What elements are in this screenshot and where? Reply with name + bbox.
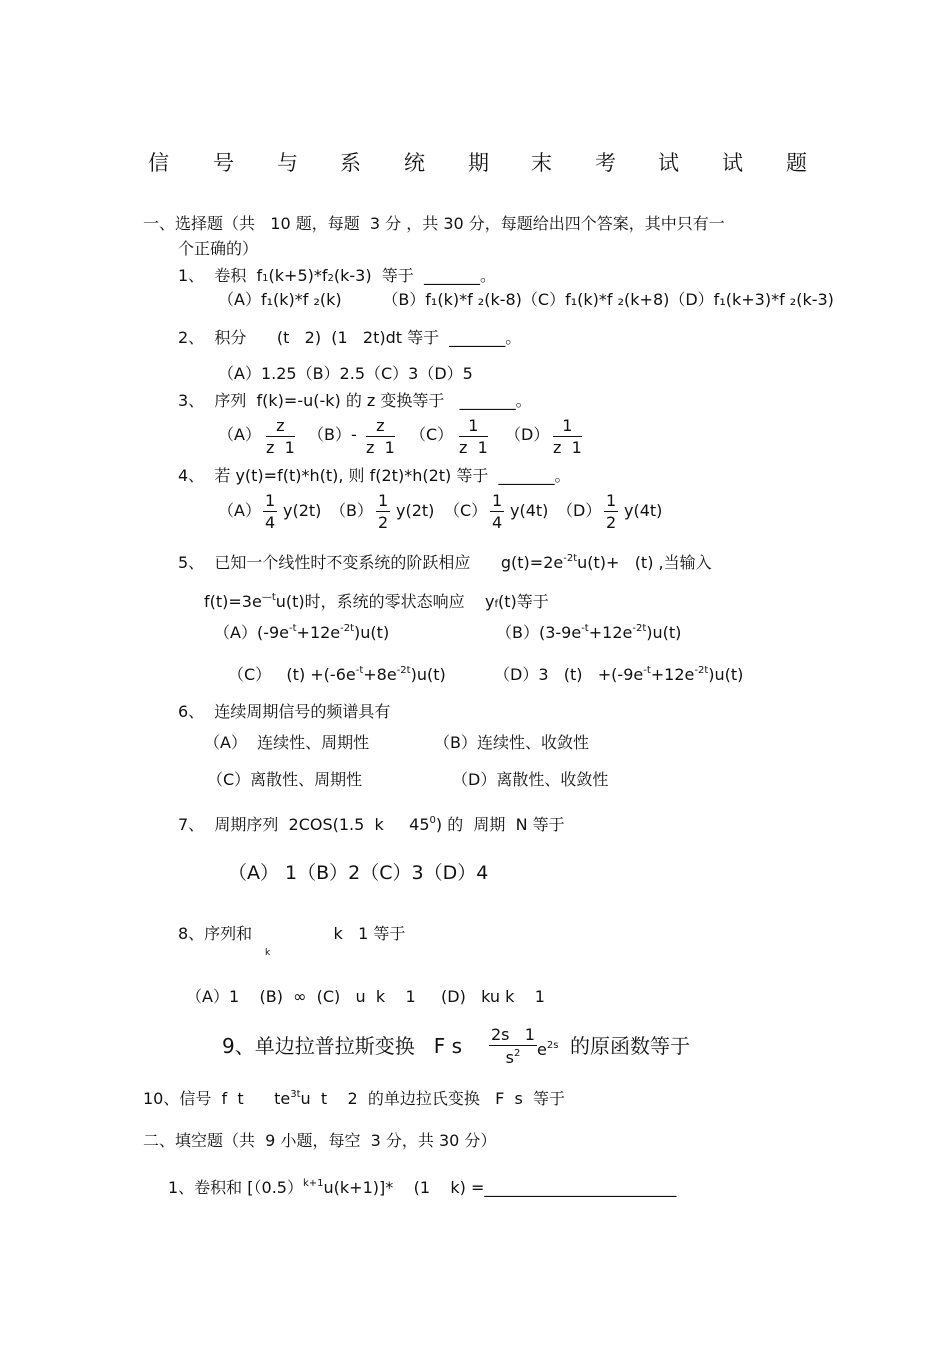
title-char: 与	[277, 151, 298, 175]
fraction: $\frac{2s 1}{s^2}$	[491, 1025, 535, 1067]
option-label: （D）	[505, 425, 550, 444]
title-char: 信	[148, 151, 169, 175]
fraction: $\frac{1}{z 1}$	[459, 416, 488, 457]
option-label: （C）	[410, 425, 454, 444]
question-9-tail: 的原函数等于	[570, 1034, 690, 1058]
option-expr: y(4t)	[624, 501, 663, 520]
question-5-cont: $f(t)=3e^{—t}u(t)$时，系统的零状态响应 yf(t)等于	[204, 592, 549, 611]
question-7-options: （A） 1（B）2（C）3（D）4	[228, 862, 489, 884]
summation-index: k	[265, 948, 271, 958]
fraction: $\frac{1}{2}$	[378, 491, 389, 532]
question-8-options: （A）1 (B) ∞ (C) u k 1 (D) ku k 1	[186, 987, 545, 1006]
title-char: 考	[595, 151, 616, 175]
option-label: （B）-	[308, 425, 357, 444]
fraction: $\frac{1}{4}$	[492, 491, 503, 532]
option-expr: y(2t)	[283, 501, 322, 520]
question-1: 1、 卷积 f1(k+5)*f2(k-3) 等于 _______。	[178, 266, 496, 285]
fraction: $\frac{1}{z 1}$	[553, 416, 582, 457]
title-char: 号	[213, 151, 234, 175]
question-8: 8、序列和 k 1 等于	[178, 924, 406, 943]
question-1-options: （A）f₁(k)*f ₂(k) （B）f₁(k)*f ₂(k-8)（C）f₁(k)*f ₂(k+8)（D）f₁(k+3)*f ₂(k-3)	[218, 290, 834, 309]
question-5: 5、 已知一个线性时不变系统的阶跃相应 $g(t)=2e^{-2t}u(t)+ (t)$ ,当输入	[178, 553, 712, 572]
answer-blank[interactable]: ________________________	[484, 1178, 677, 1197]
option-label: （B）	[330, 501, 373, 520]
title-char: 试	[658, 151, 679, 175]
fraction: $\frac{z}{z 1}$	[366, 416, 395, 457]
fraction: $\frac{z}{z 1}$	[266, 416, 295, 457]
section-heading: 一、选择题（共 10 题，每题 3 分 ，共 30 分，每题给出四个答案，其中只有一	[143, 214, 725, 233]
title-char: 统	[404, 151, 425, 175]
title-char: 题	[786, 151, 807, 175]
title-char: 末	[531, 151, 552, 175]
question-5-option-b: $(B)(3-9e^{-t}+12e^{-2t})u(t)$	[496, 623, 682, 642]
question-3: 3、 序列 f(k)=-u(-k) 的 z 变换等于 _______。	[178, 391, 532, 410]
option-label: （D）	[557, 501, 602, 520]
question-2: 2、 积分 (t 2) (1 2t)dt 等于 _______。	[178, 328, 522, 347]
question-6-option-c: （C）离散性、周期性	[207, 770, 363, 789]
question-4: 4、 若 y(t)=f(t)*h(t), 则 f(2t)*h(2t) 等于 _______。	[178, 466, 571, 485]
question-9-stem: 9、单边拉普拉斯变换 F s	[222, 1034, 463, 1058]
option-label: （C）	[444, 501, 488, 520]
question-6: 6、 连续周期信号的频谱具有	[178, 702, 391, 721]
question-6-option-b: （B）连续性、收敛性	[434, 733, 589, 752]
exponential: $e^{2s}$	[537, 1040, 559, 1059]
option-label: （A）	[218, 501, 261, 520]
option-expr: y(2t)	[396, 501, 435, 520]
question-5-option-a: $(A)(-9e^{-t}+12e^{-2t})u(t)$	[214, 623, 390, 642]
section-heading-cont: 个正确的）	[178, 239, 259, 258]
fraction: $\frac{1}{4}$	[265, 491, 276, 532]
question-6-option-a: （A） 连续性、周期性	[204, 733, 370, 752]
fill-question-1: 1、卷积和 $[(0.5)^{k+1}u(k+1)]*$ (1 k) =________________________	[168, 1178, 677, 1197]
fraction: $\frac{1}{2}$	[606, 491, 617, 532]
question-2-options: （A）1.25（B）2.5（C）3（D）5	[218, 364, 473, 383]
title-char: 期	[468, 151, 489, 175]
question-5-option-d: （D）3 $(t) +(-9e^{-t}+12e^{-2t})u(t)$	[494, 665, 744, 684]
option-label: （A）	[218, 425, 261, 444]
section-heading: 二、填空题（共 9 小题，每空 3 分，共 30 分）	[143, 1131, 497, 1150]
title-char: 试	[722, 151, 743, 175]
question-6-option-d: （D）离散性、收敛性	[452, 770, 609, 789]
question-5-option-c: （C） $(t) +(-6e^{-t}+8e^{-2t})u(t)$	[228, 665, 446, 684]
title-char: 系	[340, 151, 361, 175]
question-7: 7、 周期序列 2COS(1.5 k $45^0$) 的 周期 N 等于	[178, 815, 565, 834]
option-expr: y(4t)	[510, 501, 549, 520]
question-10: 10、信号 f t $te^{3t}u$ t 2 的单边拉氏变换 F s 等于	[143, 1089, 565, 1108]
